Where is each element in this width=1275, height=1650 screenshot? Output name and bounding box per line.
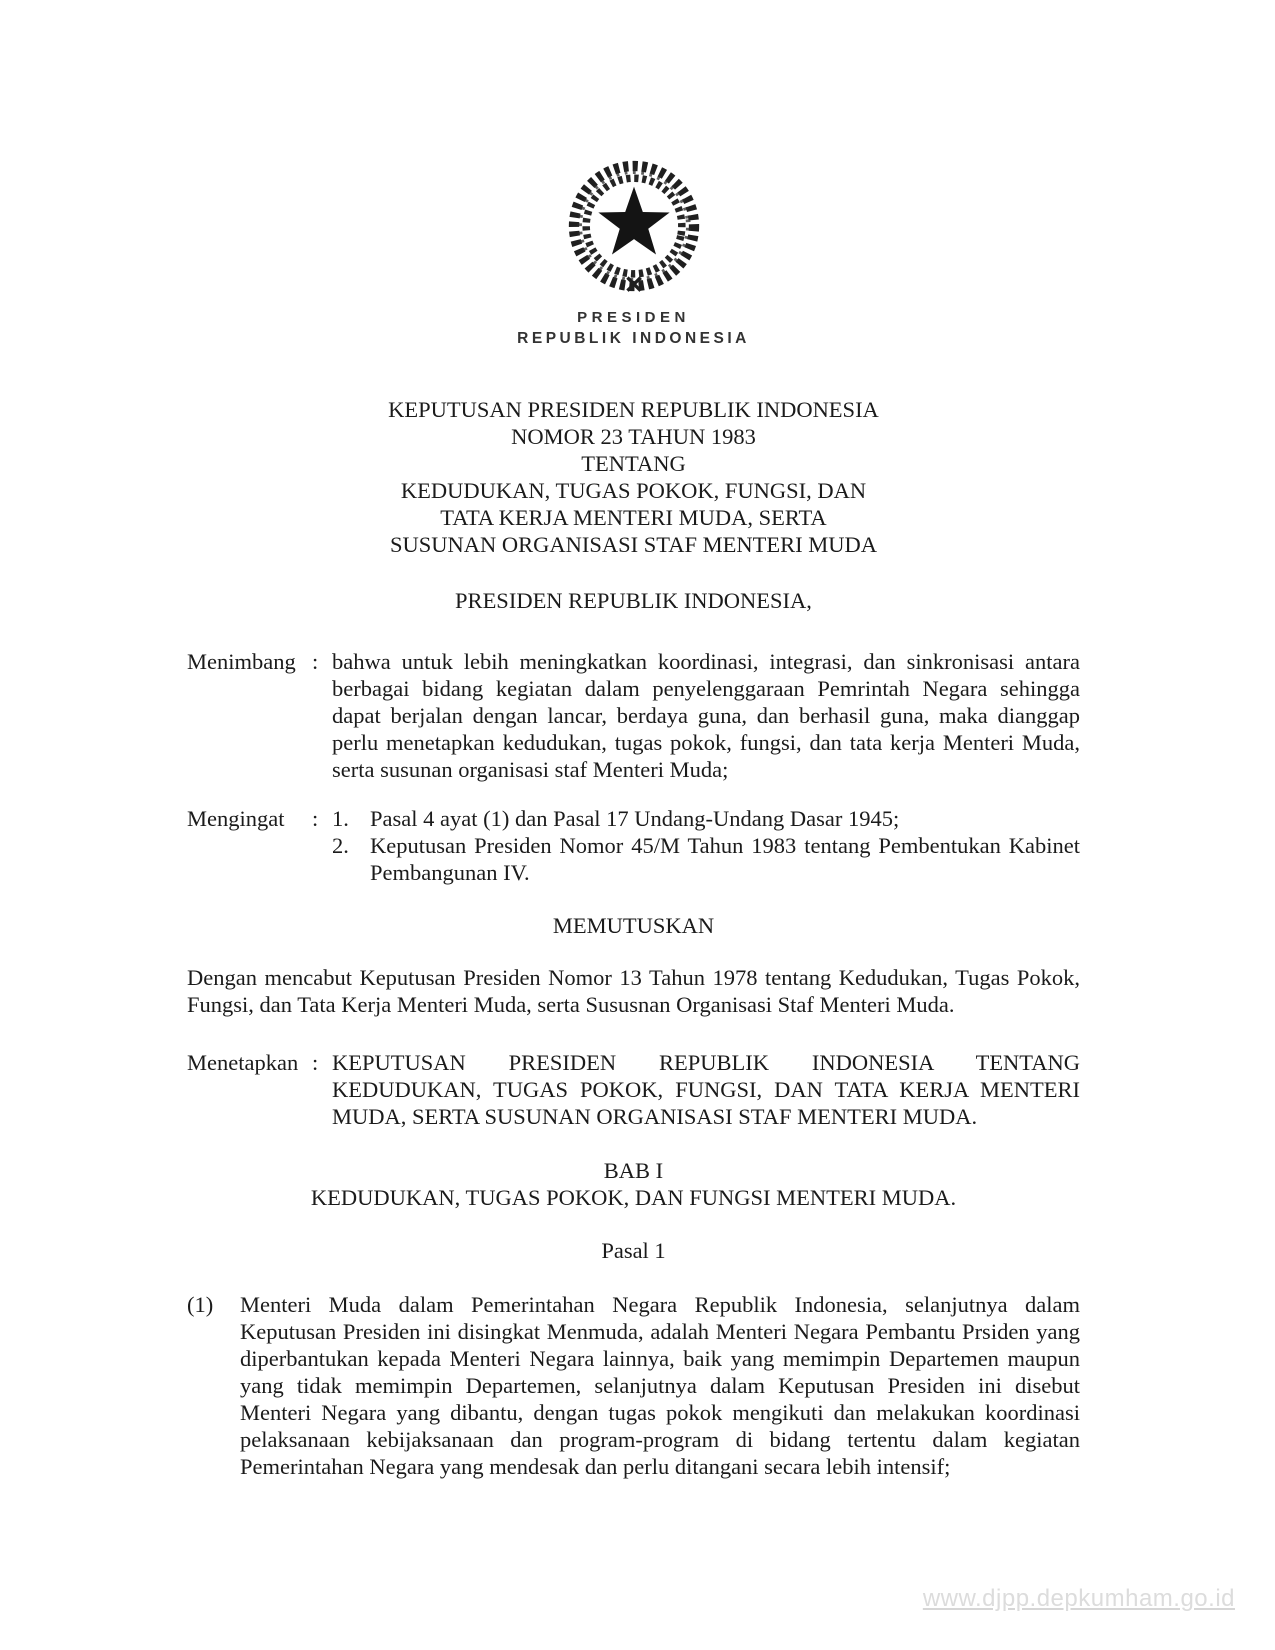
colon: : bbox=[312, 806, 319, 831]
decree-title-line: TATA KERJA MENTERI MUDA, SERTA bbox=[440, 505, 827, 530]
mengingat-row bbox=[187, 805, 1080, 886]
menetapkan-row bbox=[187, 1049, 1080, 1130]
chapter-heading bbox=[187, 1157, 1080, 1211]
mengingat-item bbox=[332, 805, 1080, 832]
bab-title: KEDUDUKAN, TUGAS POKOK, DAN FUNGSI MENTERI MUDA. bbox=[310, 1185, 957, 1210]
item-number: 2. bbox=[332, 833, 349, 858]
mengingat-item bbox=[332, 832, 1080, 886]
decree-title-line: KEPUTUSAN PRESIDEN REPUBLIK INDONESIA bbox=[388, 397, 879, 422]
menimbang-row bbox=[187, 648, 1080, 783]
pasal-heading: Pasal 1 bbox=[601, 1238, 666, 1263]
presidential-seal-icon bbox=[559, 150, 709, 302]
menetapkan-text: KEPUTUSAN PRESIDEN REPUBLIK INDONESIA TENTANG KEDUDUKAN, TUGAS POKOK, FUNGSI, DAN TATA KERJA MENTERI MUDA, SERTA SUSUNAN ORGANISASI STAF MENTERI MUDA. bbox=[332, 1050, 1080, 1129]
item-number: 1. bbox=[332, 806, 349, 831]
decree-title-line: KEDUDUKAN, TUGAS POKOK, FUNGSI, DAN bbox=[400, 478, 867, 503]
org-name-line2: REPUBLIK INDONESIA bbox=[517, 330, 750, 347]
article-row bbox=[187, 1291, 1080, 1480]
article-number: (1) bbox=[187, 1292, 214, 1317]
letterhead bbox=[187, 150, 1080, 350]
menimbang-label: Menimbang bbox=[187, 649, 296, 674]
bab-number: BAB I bbox=[603, 1158, 664, 1183]
revocation-paragraph: Dengan mencabut Keputusan Presiden Nomor 13 Tahun 1978 tentang Kedudukan, Tugas Pokok, Fungsi, dan Tata Kerja Menteri Muda, serta Sususnan Organisasi Staf Menteri Muda. bbox=[187, 965, 1080, 1017]
menetapkan-label: Menetapkan bbox=[187, 1050, 299, 1075]
org-name-line1: PRESIDEN bbox=[577, 309, 690, 326]
mengingat-label: Mengingat bbox=[187, 806, 285, 831]
decree-title-line: SUSUNAN ORGANISASI STAF MENTERI MUDA bbox=[390, 532, 877, 557]
decree-title-line: TENTANG bbox=[581, 451, 686, 476]
decree-title-line: NOMOR 23 TAHUN 1983 bbox=[511, 424, 756, 449]
decree-title bbox=[187, 396, 1080, 558]
article-text: Menteri Muda dalam Pemerintahan Negara Republik Indonesia, selanjutnya dalam Keputusan Presiden ini disingkat Menmuda, adalah Menteri Negara Pembantu Prsiden yang diperbantukan kepada Menteri Negara lainnya, baik yang memimpin Departemen maupun yang tidak memimpin Departemen, selanjutnya dalam Keputusan Presiden ini disebut Menteri Negara yang dibantu, dengan tugas pokok mengikuti dan melakukan koordinasi pelaksanaan kebijaksanaan dan program-program di bidang tertentu dalam kegiatan Pemerintahan Negara yang mendesak dan perlu ditangani secara lebih intensif; bbox=[240, 1292, 1080, 1479]
mengingat-items bbox=[332, 805, 1080, 886]
item-text: Pasal 4 ayat (1) dan Pasal 17 Undang-Undang Dasar 1945; bbox=[370, 806, 900, 831]
item-text: Keputusan Presiden Nomor 45/M Tahun 1983 tentang Pembentukan Kabinet Pembangunan IV. bbox=[370, 833, 1080, 885]
salutation: PRESIDEN REPUBLIK INDONESIA, bbox=[455, 588, 812, 613]
star-icon bbox=[598, 187, 669, 255]
menimbang-text: bahwa untuk lebih meningkatkan koordinasi, integrasi, dan sinkronisasi antara berbagai bidang kegiatan dalam penyelenggaraan Pemrintah Negara sehingga dapat berjalan dengan lancar, berdaya guna, dan berhasil guna, maka dianggap perlu menetapkan kedudukan, tugas pokok, fungsi, dan tata kerja Menteri Muda, serta susunan organisasi staf Menteri Muda; bbox=[332, 649, 1080, 782]
colon: : bbox=[312, 649, 319, 674]
colon: : bbox=[312, 1050, 319, 1075]
watermark-url: www.djpp.depkumham.go.id bbox=[922, 1585, 1235, 1612]
memutuskan-heading: MEMUTUSKAN bbox=[552, 913, 715, 938]
